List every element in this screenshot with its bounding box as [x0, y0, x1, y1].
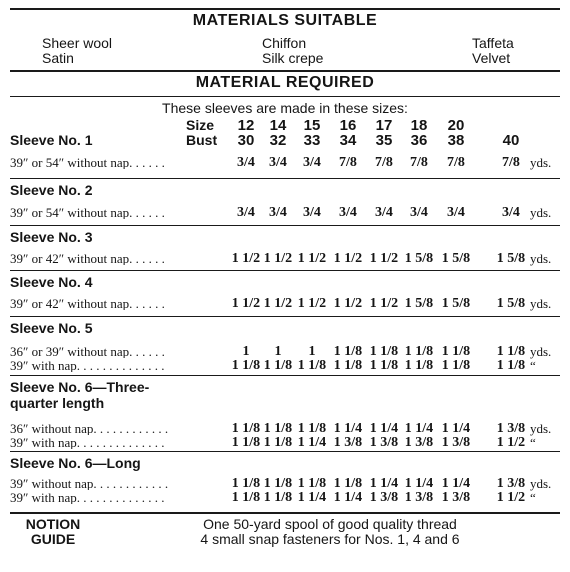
fabric-name: Chiffon [262, 35, 307, 51]
size-label: Size [186, 117, 215, 133]
size-header: 12 [237, 117, 255, 134]
yardage-cell: 1 1/4 [297, 435, 327, 450]
unit-label: yds. [530, 344, 552, 359]
materials-suitable-heading: MATERIALS SUITABLE [192, 12, 378, 29]
fabric-name: Silk crepe [262, 50, 324, 66]
yardage-cell: 1 1/8 [333, 476, 363, 491]
fabric-column-3 [472, 36, 514, 66]
yardage-cell: 1 1/2 [263, 251, 293, 266]
yardage-cell: 1 5/8 [496, 251, 526, 266]
sleeve-title: Sleeve No. 1 [10, 132, 93, 148]
yardage-cell: 7/8 [339, 155, 357, 170]
unit-label: yds. [530, 155, 552, 170]
yardage-cell: 1 1/8 [333, 358, 363, 373]
fabric-width-label: 39″ or 54″ without nap. . . . . . [10, 156, 165, 169]
bust-header: 38 [447, 132, 465, 149]
unit-label: yds. [530, 251, 552, 266]
fabric-width-label: 39″ or 42″ without nap. . . . . . [10, 297, 165, 310]
yardage-cell: 1 1/4 [297, 490, 327, 505]
fabric-width-label: 39″ with nap. . . . . . . . . . . . . . [10, 359, 165, 372]
yardage-cell: 1 3/8 [441, 490, 471, 505]
yardage-cell: 1 1/2 [297, 296, 327, 311]
yardage-cell: 1 1/8 [404, 358, 434, 373]
yardage-cell: 1 1/8 [369, 344, 399, 359]
bust-header: 36 [410, 132, 428, 149]
sleeve-rule [10, 375, 560, 376]
yardage-cell: 1 5/8 [441, 296, 471, 311]
sizes-caption: These sleeves are made in these sizes: [162, 100, 408, 116]
top-rule [10, 8, 560, 10]
unit-label: “ [530, 435, 536, 450]
notion-label-line: NOTION [25, 516, 81, 532]
yardage-cell: 3/4 [447, 205, 465, 220]
fabric-name: Velvet [472, 50, 511, 66]
yardage-cell: 1 1/8 [297, 358, 327, 373]
yardage-cell: 1 5/8 [441, 251, 471, 266]
yardage-cell: 7/8 [375, 155, 393, 170]
yardage-cell: 1 3/8 [369, 490, 399, 505]
fabric-name: Satin [42, 50, 74, 66]
yardage-cell: 1 1/8 [231, 435, 261, 450]
fabric-width-label: 39″ with nap. . . . . . . . . . . . . . [10, 436, 165, 449]
bust-header: 30 [237, 132, 255, 149]
yardage-cell: 7/8 [410, 155, 428, 170]
yardage-cell: 1 1/8 [263, 476, 293, 491]
yardage-cell: 1 5/8 [404, 251, 434, 266]
yardage-cell: 3/4 [237, 205, 255, 220]
sleeve-title: Sleeve No. 5 [10, 320, 93, 336]
sleeve-rule [10, 178, 560, 179]
yardage-cell: 3/4 [237, 155, 255, 170]
yardage-cell: 3/4 [303, 155, 321, 170]
yardage-cell: 7/8 [502, 155, 520, 170]
sleeve-title: Sleeve No. 6—Long [10, 455, 141, 471]
yardage-cell: 7/8 [447, 155, 465, 170]
yardage-cell: 1 1/8 [231, 358, 261, 373]
yardage-cell: 1 1/2 [231, 296, 261, 311]
fabric-name: Sheer wool [42, 35, 113, 51]
yardage-cell: 1 1/8 [263, 435, 293, 450]
fabric-width-label: 39″ without nap. . . . . . . . . . . . [10, 477, 169, 490]
sleeve-rule [10, 225, 560, 226]
yardage-cell: 1 3/8 [404, 490, 434, 505]
yardage-cell: 1 1/8 [369, 358, 399, 373]
yardage-cell: 1 1/2 [333, 296, 363, 311]
notion-label-line: GUIDE [30, 531, 76, 547]
bust-label: Bust [186, 132, 218, 148]
yardage-cell: 3/4 [502, 205, 520, 220]
sleeve-title: Sleeve No. 6—Three- quarter length [10, 379, 150, 411]
yardage-cell: 1 3/8 [496, 421, 526, 436]
size-header: 18 [410, 117, 428, 134]
yardage-cell: 3/4 [375, 205, 393, 220]
yardage-cell: 1 1/4 [441, 476, 471, 491]
section-rule [10, 96, 560, 97]
yardage-cell: 1 1/8 [404, 344, 434, 359]
yardage-cell: 1 1/2 [263, 296, 293, 311]
yardage-cell: 1 1/4 [404, 421, 434, 436]
yardage-cell: 1 3/8 [333, 435, 363, 450]
sleeve-rule [10, 451, 560, 452]
yardage-cell: 1 1/8 [231, 490, 261, 505]
yardage-cell: 1 5/8 [404, 296, 434, 311]
sleeve-rule [10, 270, 560, 271]
yardage-cell: 1 3/8 [441, 435, 471, 450]
fabric-column-1 [42, 36, 112, 66]
yardage-cell: 1 1/2 [496, 490, 526, 505]
yardage-cell: 1 3/8 [404, 435, 434, 450]
yardage-cell: 1 1/4 [404, 476, 434, 491]
material-required-heading: MATERIAL REQUIRED [195, 74, 375, 91]
yardage-cell: 1 1/8 [231, 421, 261, 436]
section-rule [10, 70, 560, 72]
bust-header: 40 [502, 132, 520, 149]
size-header: 14 [269, 117, 287, 134]
yardage-cell: 1 1/8 [333, 344, 363, 359]
yardage-cell: 1 1/2 [369, 251, 399, 266]
yardage-cell: 3/4 [339, 205, 357, 220]
yardage-cell: 1 1/8 [496, 344, 526, 359]
bust-header: 35 [375, 132, 393, 149]
yardage-cell: 1 1/2 [496, 435, 526, 450]
bust-header: 33 [303, 132, 321, 149]
notion-line: 4 small snap fasteners for Nos. 1, 4 and 6 [200, 531, 460, 547]
notion-line: One 50-yard spool of good quality thread [203, 516, 457, 532]
yardage-cell: 1 1/4 [333, 490, 363, 505]
fabric-width-label: 39″ or 42″ without nap. . . . . . [10, 252, 165, 265]
unit-label: “ [530, 490, 536, 505]
unit-label: “ [530, 358, 536, 373]
sleeve-rule [10, 316, 560, 317]
yardage-cell: 1 5/8 [496, 296, 526, 311]
yardage-cell: 1 1/4 [333, 421, 363, 436]
fabric-width-label: 39″ or 54″ without nap. . . . . . [10, 206, 165, 219]
yardage-cell: 1 [308, 344, 316, 359]
yardage-cell: 1 1/4 [369, 421, 399, 436]
yardage-cell: 1 1/2 [333, 251, 363, 266]
fabric-column-2 [262, 36, 323, 66]
yardage-cell: 1 1/8 [263, 490, 293, 505]
fabric-width-label: 36″ or 39″ without nap. . . . . . [10, 345, 165, 358]
unit-label: yds. [530, 476, 552, 491]
yardage-cell: 1 1/8 [231, 476, 261, 491]
bust-header: 34 [339, 132, 357, 149]
yardage-cell: 1 3/8 [496, 476, 526, 491]
notion-rule [10, 512, 560, 514]
yardage-cell: 1 1/8 [297, 421, 327, 436]
yardage-cell: 1 1/8 [263, 421, 293, 436]
yardage-cell: 1 3/8 [369, 435, 399, 450]
yardage-cell: 1 [274, 344, 282, 359]
yardage-cell: 1 1/2 [297, 251, 327, 266]
yardage-cell: 3/4 [269, 155, 287, 170]
yardage-cell: 1 1/8 [441, 358, 471, 373]
yardage-cell: 1 1/8 [441, 344, 471, 359]
yardage-cell: 1 1/4 [369, 476, 399, 491]
yardage-cell: 1 1/8 [297, 476, 327, 491]
yardage-cell: 1 1/2 [369, 296, 399, 311]
sleeve-title: Sleeve No. 2 [10, 182, 93, 198]
yardage-cell: 1 1/8 [496, 358, 526, 373]
sleeve-title: Sleeve No. 3 [10, 229, 93, 245]
yardage-cell: 3/4 [410, 205, 428, 220]
yardage-cell: 3/4 [303, 205, 321, 220]
size-header: 15 [303, 117, 321, 134]
fabric-width-label: 39″ with nap. . . . . . . . . . . . . . [10, 491, 165, 504]
size-header: 17 [375, 117, 393, 134]
yardage-cell: 3/4 [269, 205, 287, 220]
size-header: 16 [339, 117, 357, 134]
yardage-cell: 1 1/8 [263, 358, 293, 373]
unit-label: yds. [530, 205, 552, 220]
fabric-width-label: 36″ without nap. . . . . . . . . . . . [10, 422, 169, 435]
bust-header: 32 [269, 132, 287, 149]
notion-guide-text [100, 517, 560, 547]
yardage-cell: 1 1/2 [231, 251, 261, 266]
notion-guide-label [10, 517, 96, 547]
fabric-name: Taffeta [472, 35, 514, 51]
yardage-cell: 1 [242, 344, 250, 359]
size-header: 20 [447, 117, 465, 134]
yardage-cell: 1 1/4 [441, 421, 471, 436]
sleeve-title: Sleeve No. 4 [10, 274, 93, 290]
unit-label: yds. [530, 296, 552, 311]
unit-label: yds. [530, 421, 552, 436]
